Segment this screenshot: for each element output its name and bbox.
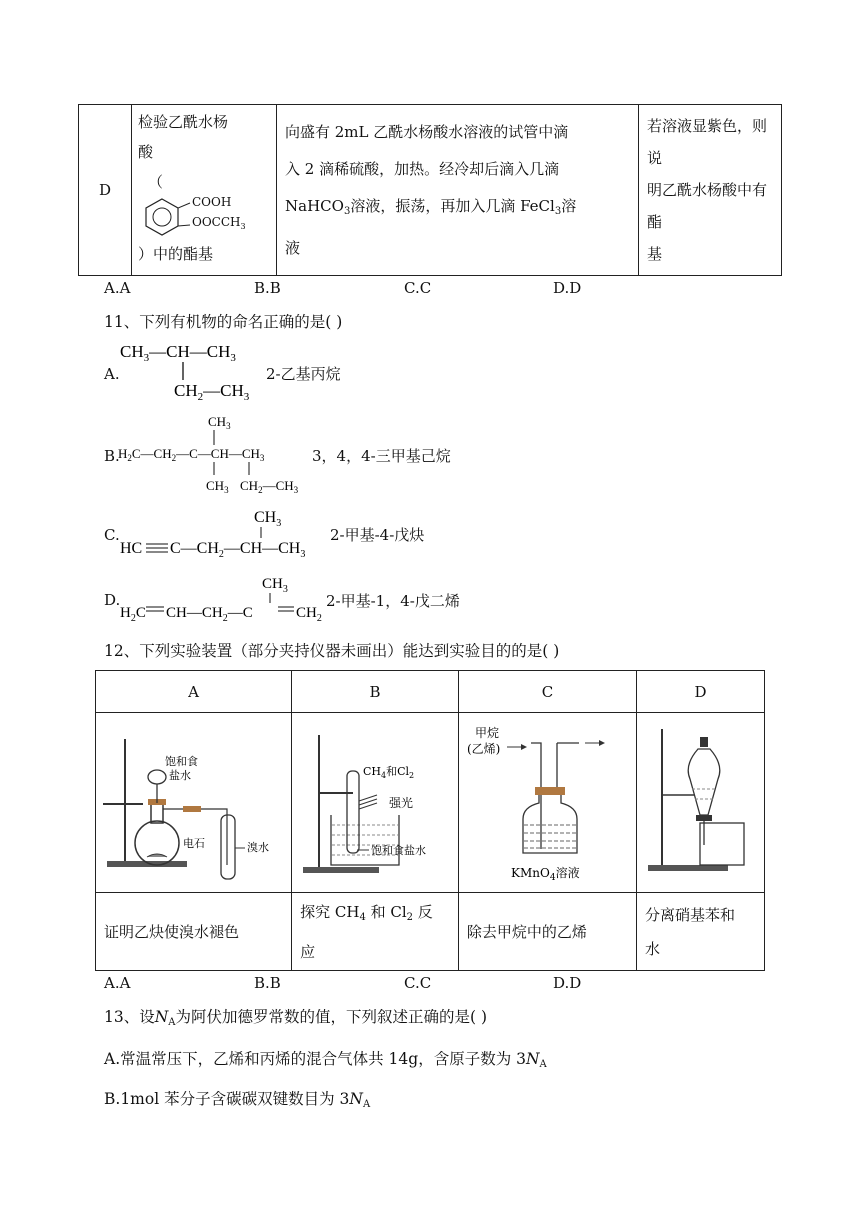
apparatus-c-cell bbox=[458, 713, 636, 893]
q11-option-a-label[interactable]: A. bbox=[104, 365, 120, 383]
q13-option-a[interactable]: A.常温常压下，乙烯和丙烯的混合气体共 14g，含原子数为 $3N_A$ bbox=[104, 1050, 547, 1070]
q11-b-structure bbox=[118, 412, 318, 498]
row-d-conclusion-cell bbox=[639, 105, 782, 276]
q11-option-b-label[interactable]: B. bbox=[104, 447, 120, 465]
bond-lines-icon bbox=[178, 197, 192, 237]
operation-line4: 液 bbox=[285, 238, 301, 257]
svg-text:CH3: $CH_3$ bbox=[262, 576, 288, 595]
operation-line3: NaHCO$_3$溶液，振荡，再加入几滴 FeCl$_3$溶 bbox=[285, 196, 577, 217]
q11-stem: 11、下列有机物的命名正确的是( ) bbox=[104, 313, 343, 331]
q12-header-c: C bbox=[458, 671, 636, 713]
separatory-funnel-figure bbox=[638, 715, 763, 890]
apparatus-d-cell bbox=[637, 713, 765, 893]
q11-option-c-label[interactable]: C. bbox=[104, 526, 120, 544]
q12-purpose-b: 探究 $CH_4$ 和 $Cl_2$ 反 应 bbox=[292, 893, 459, 971]
label-brine: 盐水 bbox=[168, 769, 191, 782]
svg-text:CH2—CH3: $CH_2—CH_3$ bbox=[240, 478, 299, 495]
acetylene-apparatus-figure bbox=[99, 715, 289, 890]
struct-sub3: 3 bbox=[240, 222, 246, 231]
q10-table bbox=[78, 104, 782, 276]
q11-d-structure bbox=[120, 571, 330, 627]
conclusion-line3: 基 bbox=[647, 245, 663, 263]
acetylsalicylic-structure bbox=[142, 197, 270, 241]
svg-text:CH2—CH3: $CH_2—CH_3$ bbox=[174, 381, 250, 403]
label-saturated: 饱和食 bbox=[164, 755, 198, 768]
svg-text:H2C: $H_2C$ bbox=[120, 605, 146, 624]
conclusion-line1: 若溶液显紫色，则说 bbox=[647, 117, 768, 167]
row-d-letter-cell bbox=[79, 105, 132, 276]
svg-text:KMnO4溶液: KMnO$_4$溶液 bbox=[511, 866, 581, 883]
q12-purpose-c: 除去甲烷中的乙烯 bbox=[458, 893, 636, 971]
q11-c-structure bbox=[120, 505, 332, 563]
svg-text:CH3: $CH_3$ bbox=[254, 509, 282, 529]
q12-header-d: D bbox=[637, 671, 765, 713]
struct-oocch3: OOCCH bbox=[192, 215, 241, 229]
purpose-line1: 检验乙酰水杨 bbox=[138, 113, 229, 131]
q12-choice-c[interactable]: C.C bbox=[404, 974, 432, 992]
q10-choice-a[interactable]: A.A bbox=[104, 279, 131, 297]
svg-text:CH4和Cl2: $CH_4$和$Cl_2$ bbox=[363, 765, 415, 780]
q12-header-b: B bbox=[292, 671, 459, 713]
struct-cooh: COOH bbox=[192, 195, 232, 209]
q10-choice-d[interactable]: D.D bbox=[553, 279, 582, 297]
svg-text:CH3: $CH_3$ bbox=[208, 414, 231, 431]
q13-option-b[interactable]: B.1mol 苯分子含碳碳双键数目为 $3N_A$ bbox=[104, 1090, 371, 1110]
purpose-tail: ）中的酯基 bbox=[138, 245, 214, 263]
q12-choice-b[interactable]: B.B bbox=[254, 974, 281, 992]
svg-text:CH3: $CH_3$ bbox=[206, 478, 229, 495]
benzene-ring-icon bbox=[142, 197, 182, 237]
q12-stem: 12、下列实验装置（部分夹持仪器未画出）能达到实验目的的是( ) bbox=[104, 642, 560, 660]
q12-table bbox=[95, 670, 765, 971]
q12-choice-d[interactable]: D.D bbox=[553, 974, 582, 992]
q11-option-b-name: 3，4，4-三甲基己烷 bbox=[312, 447, 451, 465]
label-b-brine: 饱和食盐水 bbox=[371, 844, 426, 857]
label-bromine-water: 溴水 bbox=[246, 841, 269, 854]
operation-line1: 向盛有 2mL 乙酰水杨酸水溶液的试管中滴 bbox=[285, 122, 569, 141]
row-d-purpose-cell bbox=[132, 105, 277, 276]
q12-header-a: A bbox=[96, 671, 292, 713]
svg-text:CH—CH2—C: $CH—CH_2—C$ bbox=[166, 605, 253, 624]
svg-text:CH3—CH—CH3: $CH_3—CH—CH_3$ bbox=[120, 342, 236, 364]
row-d-letter: D bbox=[98, 181, 112, 199]
q12-purpose-d: 分离硝基苯和 水 bbox=[637, 893, 765, 971]
gas-washing-bottle-figure bbox=[461, 715, 633, 890]
svg-text:C—CH2—CH—CH3: $C—CH_2—CH—CH_3$ bbox=[170, 540, 306, 560]
apparatus-b-cell bbox=[292, 713, 459, 893]
methane-chlorine-apparatus-figure bbox=[295, 715, 455, 890]
label-strong-light: 强光 bbox=[389, 796, 414, 810]
q13-stem: 13、设$N_A$为阿伏加德罗常数的值，下列叙述正确的是( ) bbox=[104, 1008, 488, 1028]
operation-line2: 入 2 滴稀硫酸，加热。经冷却后滴入几滴 bbox=[285, 159, 560, 178]
q11-option-c-name: 2-甲基-4-戊炔 bbox=[330, 526, 425, 544]
q12-purpose-a: 证明乙炔使溴水褪色 bbox=[96, 893, 292, 971]
q10-choice-b[interactable]: B.B bbox=[254, 279, 281, 297]
q11-a-structure bbox=[120, 338, 270, 404]
row-d-operation-cell bbox=[277, 105, 639, 276]
q12-choice-a[interactable]: A.A bbox=[104, 974, 131, 992]
label-methane: 甲烷 bbox=[475, 726, 500, 740]
purpose-line2: 酸 bbox=[138, 143, 154, 161]
q11-option-d-label[interactable]: D. bbox=[104, 591, 121, 609]
conclusion-line2: 明乙酰水杨酸中有酯 bbox=[647, 181, 768, 231]
label-ethylene: (乙烯) bbox=[467, 742, 501, 756]
q11-option-a-name: 2-乙基丙烷 bbox=[266, 365, 341, 383]
q11-option-d-name: 2-甲基-1，4-戊二烯 bbox=[326, 592, 460, 610]
svg-text:H2C—CH2—C—CH—CH3: $H_2C—CH_2—C—CH—CH_3$ bbox=[118, 446, 265, 463]
purpose-paren-open: （ bbox=[148, 173, 164, 191]
svg-text:CH2: $CH_2$ bbox=[296, 605, 322, 624]
apparatus-a-cell bbox=[96, 713, 292, 893]
svg-text:HC: HC bbox=[120, 540, 143, 557]
q10-choice-c[interactable]: C.C bbox=[404, 279, 432, 297]
label-carbide: 电石 bbox=[182, 837, 205, 850]
